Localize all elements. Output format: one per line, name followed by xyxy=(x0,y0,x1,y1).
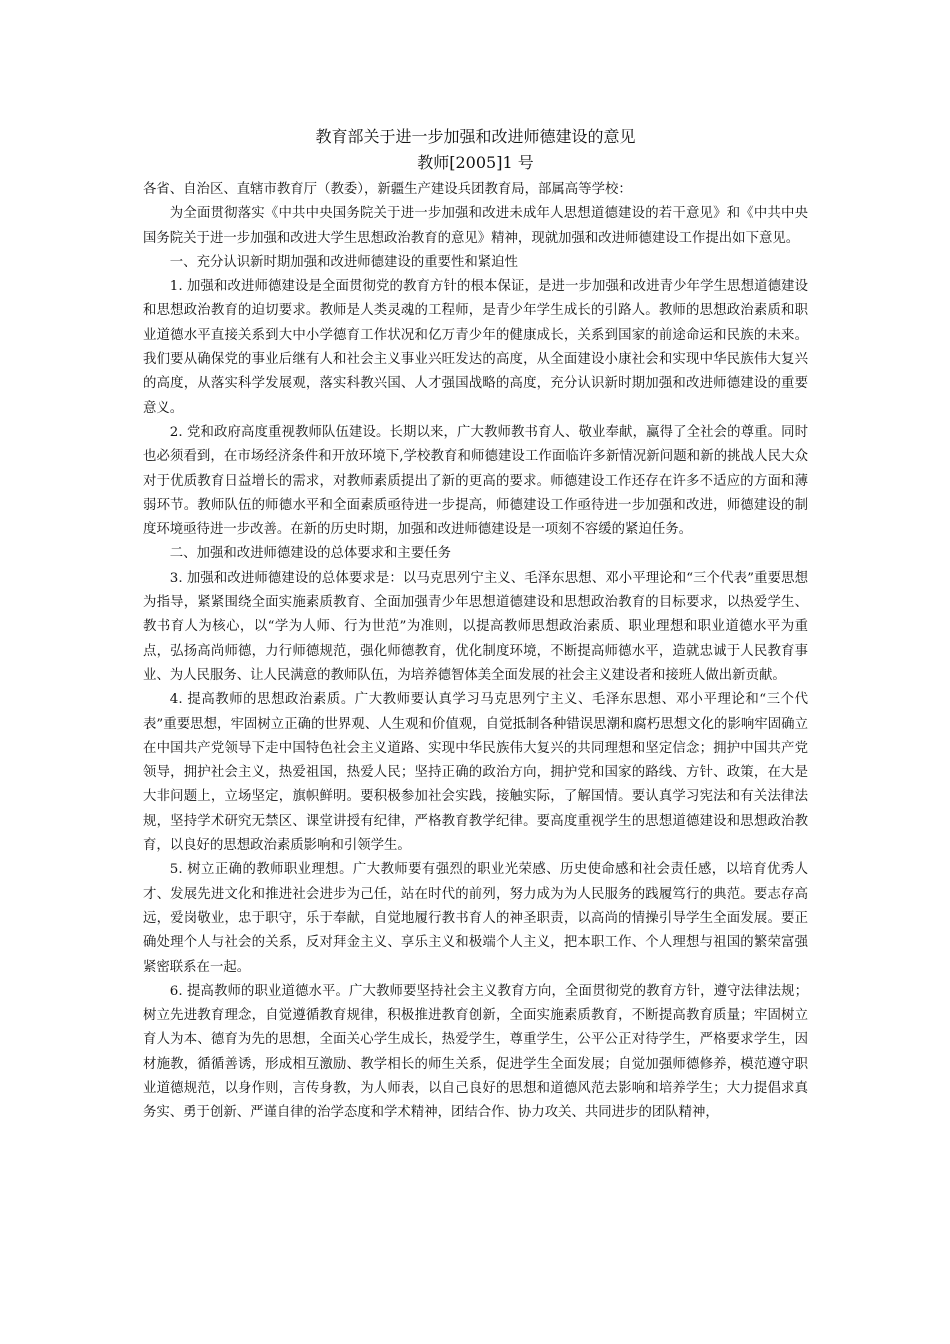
document-page xyxy=(143,124,808,1126)
paragraph-4: 4. 提高教师的思想政治素质。广大教师要认真学习马克思列宁主义、毛泽东思想、邓小平理论和“三个代表”重要思想，牢固树立正确的世界观、人生观和价值观，自觉抵制各种错误思潮和腐朽思想文化的影响牢固确立在中国共产党领导下走中国特色社会主义道路、实现中华民族伟大复兴的共同理想和坚定信念；拥护中国共产党领导，拥护社会主义，热爱祖国，热爱人民；坚持正确的政治方向，拥护党和国家的路线、方针、政策，在大是大非问题上，立场坚定，旗帜鲜明。要积极参加社会实践，接触实际，了解国情。要认真学习宪法和有关法律法规，坚持学术研究无禁区、课堂讲授有纪律，严格教育教学纪律。要高度重视学生的思想道德建设和思想政治教育，以良好的思想政治素质影响和引领学生。 xyxy=(143,692,808,854)
paragraph-1: 1. 加强和改进师德建设是全面贯彻党的教育方针的根本保证，是进一步加强和改进青少年学生思想道德建设和思想政治教育的迫切要求。教师是人类灵魂的工程师，是青少年学生成长的引路人。教师的思想政治素质和职业道德水平直接关系到大中小学德育工作状况和亿万青少年的健康成长，关系到国家的前途命运和民族的未来。我们要从确保党的事业后继有人和社会主义事业兴旺发达的高度，从全面建设小康社会和实现中华民族伟大复兴的高度，从落实科学发展观，落实科教兴国、人才强国战略的高度，充分认识新时期加强和改进师德建设的重要意义。 xyxy=(143,279,808,416)
document-number: 教师[2005]1 号 xyxy=(417,153,534,172)
paragraph-2: 2. 党和政府高度重视教师队伍建设。长期以来，广大教师教书育人、敬业奉献，赢得了全社会的尊重。同时也必须看到，在市场经济条件和开放环境下,学校教育和师德建设工作面临许多新情况新问题和新的挑战人民大众对于优质教育日益增长的需求，对教师素质提出了新的更高的要求。师德建设工作还存在许多不适应的方面和薄弱环节。教师队伍的师德水平和全面素质亟待进一步提高，师德建设工作亟待进一步加强和改进，师德建设的制度环境亟待进一步改善。在新的历史时期，加强和改进师德建设是一项刻不容缓的紧迫任务。 xyxy=(143,424,808,538)
paragraph-intro: 为全面贯彻落实《中共中央国务院关于进一步加强和改进未成年人思想道德建设的若干意见》和《中共中央国务院关于进一步加强和改进大学生思想政治教育的意见》精神，现就加强和改进师德建设工作提出如下意见。 xyxy=(143,206,808,246)
section-heading-1: 一、充分认识新时期加强和改进师德建设的重要性和紧迫性 xyxy=(169,254,518,270)
addressee: 各省、自治区、直辖市教育厅（教委），新疆生产建设兵团教育局，部属高等学校： xyxy=(143,182,632,197)
paragraph-5: 5. 树立正确的教师职业理想。广大教师要有强烈的职业光荣感、历史使命感和社会责任感，以培育优秀人才、发展先进文化和推进社会进步为己任，站在时代的前列，努力成为为人民服务的践履笃行的典范。要志存高远，爱岗敬业，忠于职守，乐于奉献，自觉地履行教书育人的神圣职责，以高尚的情操引导学生全面发展。要正确处理个人与社会的关系，反对拜金主义、享乐主义和极端个人主义，把本职工作、个人理想与祖国的繁荣富强紧密联系在一起。 xyxy=(143,862,808,975)
paragraph-6: 6. 提高教师的职业道德水平。广大教师要坚持社会主义教育方向，全面贯彻党的教育方针，遵守法律法规；树立先进教育理念，自觉遵循教育规律，积极推进教育创新，全面实施素质教育，不断提高教育质量；牢固树立育人为本、德育为先的思想，全面关心学生成长，热爱学生，尊重学生，公平公正对待学生，严格要求学生，因材施教，循循善诱，形成相互激励、教学相长的师生关系，促进学生全面发展；自觉加强师德修养，模范遵守职业道德规范，以身作则，言传身教，为人师表，以自己良好的思想和道德风范去影响和培养学生；大力提倡求真务实、勇于创新、严谨自律的治学态度和学术精神，团结合作、协力攻关、共同进步的团队精神， xyxy=(143,983,808,1121)
paragraph-3: 3. 加强和改进师德建设的总体要求是：以马克思列宁主义、毛泽东思想、邓小平理论和“三个代表”重要思想为指导，紧紧围绕全面实施素质教育、全面加强青少年思想道德建设和思想政治教育的目标要求，以热爱学生、教书育人为核心，以“学为人师、行为世范”为准则，以提高教师思想政治素质、职业理想和职业道德水平为重点，弘扬高尚师德，力行师德规范，强化师德教育，优化制度环境，不断提高师德水平，造就忠诚于人民教育事业、为人民服务、让人民满意的教师队伍，为培养德智体美全面发展的社会主义建设者和接班人做出新贡献。 xyxy=(143,570,808,683)
document-title: 教育部关于进一步加强和改进师德建设的意见 xyxy=(315,127,636,146)
section-heading-2: 二、加强和改进师德建设的总体要求和主要任务 xyxy=(169,546,451,562)
